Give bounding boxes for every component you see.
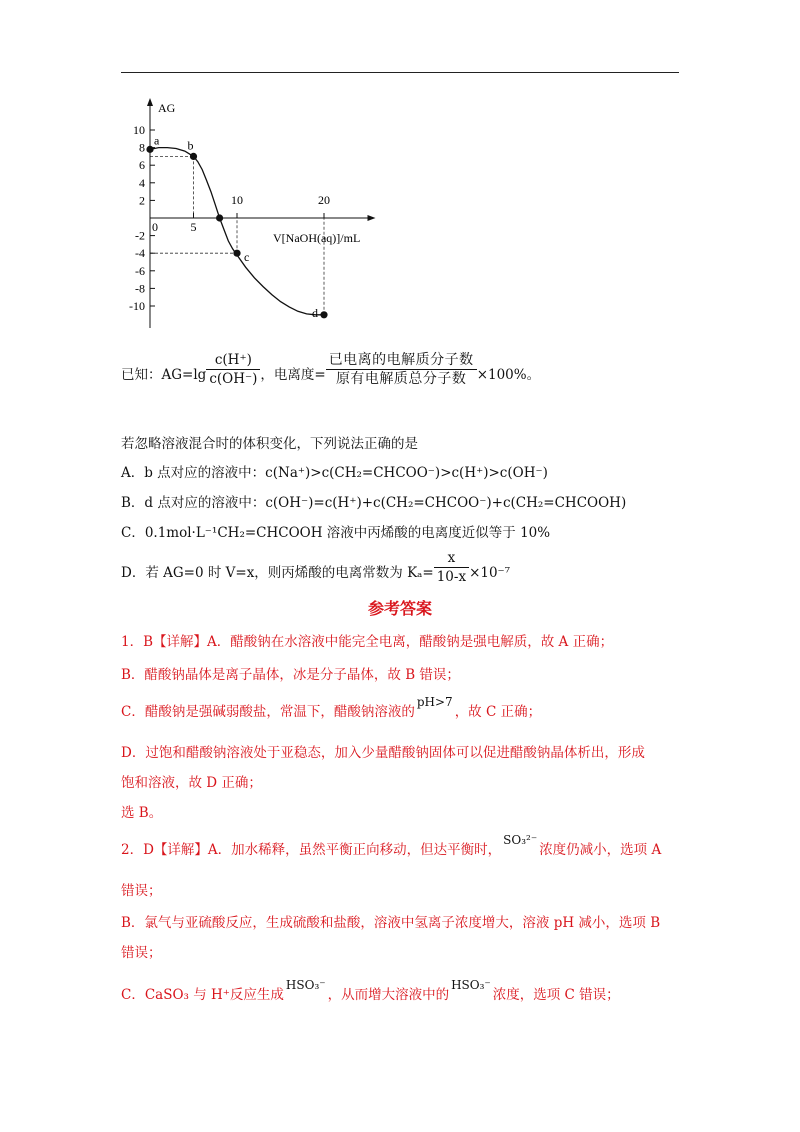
degree-numerator: 已电离的电解质分子数 [326,351,477,370]
answer-2-a [121,833,662,858]
answer-title: 参考答案 [367,599,432,618]
data-point [216,214,223,221]
y-axis-arrow [147,98,153,106]
answer-1-a: 1．B【详解】A．醋酸钠在水溶液中能完全电离，醋酸钠是强电解质，故 A 正确； [121,634,614,650]
bisulfite-formula-1: HSO₃⁻ [285,978,326,992]
data-point [320,311,327,318]
y-tick-label: 2 [139,193,145,208]
x-axis-label: V[NaOH(aq)]/mL [273,231,361,245]
point-label: d [312,305,318,320]
ph-formula: pH>7 [416,695,453,709]
answer-1-d-line2: 饱和溶液，故 D 正确； [121,775,262,791]
y-tick-label: -10 [129,299,145,313]
y-tick-label: 4 [139,175,145,190]
y-tick-label: 10 [133,123,145,137]
known-suffix: ×100%。 [476,367,541,383]
x-tick-label: 10 [231,193,243,207]
y-tick-label: -2 [135,228,145,243]
x-tick-label: 5 [190,220,197,234]
sulfite-formula: SO₃²⁻ [503,833,538,847]
option-a: A．b 点对应的溶液中：c(Na⁺)>c(CH₂=CHCOO⁻)>c(H⁺)>c(OH⁻) [121,465,548,481]
x-tick-label: 0 [152,220,158,234]
answer-1-c-pre: C．醋酸钠是强碱弱酸盐，常温下，醋酸钠溶液的 [121,704,415,720]
ka-denominator: 10-x [436,569,467,585]
y-tick-label: -6 [135,263,145,278]
point-label: c [244,250,250,265]
option-c: C．0.1mol·L⁻¹CH₂=CHCOOH 溶液中丙烯酸的电离度近似等于 10% [121,525,551,541]
answer-1-c-post: ，故 C 正确； [454,704,542,720]
answer-2-a-post: 浓度仍减小，选项 A [539,842,662,858]
x-axis-arrow [368,215,376,221]
answer-2-c [121,978,620,1003]
header-rule [121,72,679,73]
y-tick-label: 8 [139,140,145,155]
data-point [190,153,197,160]
answer-1-b: B．醋酸钠晶体是离子晶体，冰是分子晶体，故 B 错误； [121,667,460,683]
y-tick-label: -4 [135,246,145,261]
x-tick-label: 20 [318,193,330,207]
answer-2-c-post: 浓度，选项 C 错误； [492,987,620,1003]
ka-fraction [434,549,469,586]
ag-denominator: c(OH⁻) [209,371,258,387]
answer-1-selection: 选 B。 [121,805,163,821]
y-axis-label: AG [158,101,176,115]
degree-denominator: 原有电解质总分子数 [335,371,467,387]
known-prefix: 已知：AG=lg [121,367,207,383]
data-point [233,250,240,257]
known-line [121,352,541,394]
data-point [146,146,153,153]
answer-2-b-line2: 错误； [121,945,162,961]
point-label: a [154,133,160,148]
option-d-suffix: ×10⁻⁷ [469,565,511,581]
y-tick-label: -8 [135,281,145,296]
y-tick-label: 6 [139,158,145,173]
answer-2-a-pre: 2．D【详解】A．加水稀释，虽然平衡正向移动，但达平衡时， [121,842,502,858]
degree-fraction [326,351,477,388]
ka-numerator: x [434,549,469,568]
answer-1-d-line1: D．过饱和醋酸钠溶液处于亚稳态，加入少量醋酸钠固体可以促进醋酸钠晶体析出，形成 [121,745,645,761]
answer-1-c [121,695,542,720]
answer-2-c-pre: C．CaSO₃ 与 H⁺反应生成 [121,987,284,1003]
point-label: b [187,138,194,153]
option-b: B．d 点对应的溶液中：c(OH⁻)=c(H⁺)+c(CH₂=CHCOO⁻)+c(CH₂=CHCOOH) [121,495,627,511]
known-mid: ，电离度= [260,367,326,383]
answer-2-b-line1: B．氯气与亚硫酸反应，生成硫酸和盐酸，溶液中氢离子浓度增大，溶液 pH 减小，选项 B [121,915,661,931]
option-d-prefix: D．若 AG=0 时 V=x，则丙烯酸的电离常数为 Kₐ= [121,565,434,581]
bisulfite-formula-2: HSO₃⁻ [451,978,491,992]
ag-titration-chart [110,90,400,330]
question-stem: 若忽略溶液混合时的体积变化，下列说法正确的是 [121,436,418,452]
ag-numerator: c(H⁺) [206,351,260,370]
ag-fraction [206,351,260,388]
answer-2-a-cont: 错误； [121,883,162,899]
answer-2-c-mid: ，从而增大溶液中的 [327,987,450,1003]
option-d [121,550,511,592]
